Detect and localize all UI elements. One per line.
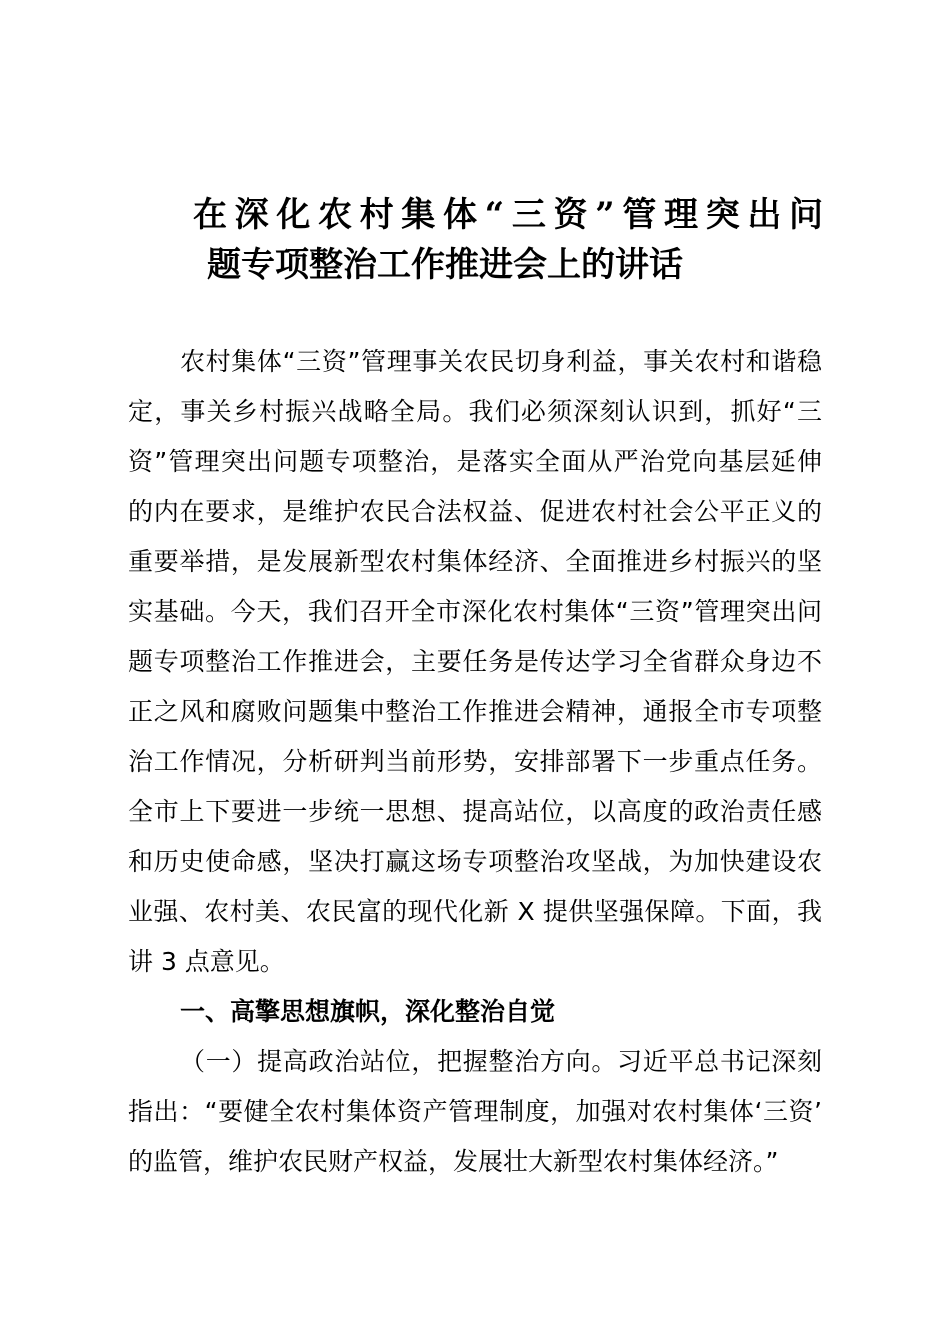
text-line: 实基础。今天，我们召开全市深化农村集体“三资”管理突出问 xyxy=(128,597,822,626)
text-line: 业强、农村美、农民富的现代化新 X 提供坚强保障。下面，我 xyxy=(128,897,822,926)
document-title-line-1: 在深化农村集体“三资”管理突出问 xyxy=(193,195,823,235)
intro-paragraph xyxy=(128,337,822,987)
text-line: 治工作情况，分析研判当前形势，安排部署下一步重点任务。 xyxy=(128,747,822,776)
text-line: 资”管理突出问题专项整治，是落实全面从严治党向基层延伸 xyxy=(128,447,822,476)
text-line: 重要举措，是发展新型农村集体经济、全面推进乡村振兴的坚 xyxy=(128,547,822,576)
text-line: 指出：“要健全农村集体资产管理制度，加强对农村集体‘三资’ xyxy=(128,1097,822,1126)
text-line: 的监管，维护农民财产权益，发展壮大新型农村集体经济。” xyxy=(128,1147,779,1176)
text-line: 讲 3 点意见。 xyxy=(128,947,285,976)
text-line: 和历史使命感，坚决打赢这场专项整治攻坚战，为加快建设农 xyxy=(128,847,822,876)
document-title-line-2: 题专项整治工作推进会上的讲话 xyxy=(207,245,683,285)
text-line: 全市上下要进一步统一思想、提高站位，以高度的政治责任感 xyxy=(128,797,822,826)
section-heading: 一、高擎思想旗帜，深化整治自觉 xyxy=(180,997,556,1026)
section-1 xyxy=(128,987,822,1187)
text-line: 正之风和腐败问题集中整治工作推进会精神，通报全市专项整 xyxy=(128,697,822,726)
text-line: 的内在要求，是维护农民合法权益、促进农村社会公平正义的 xyxy=(128,497,822,526)
text-line: （一）提高政治站位，把握整治方向。习近平总书记深刻 xyxy=(180,1047,822,1076)
text-line: 定，事关乡村振兴战略全局。我们必须深刻认识到，抓好“三 xyxy=(128,397,822,426)
text-line: 题专项整治工作推进会，主要任务是传达学习全省群众身边不 xyxy=(128,647,822,676)
text-line: 农村集体“三资”管理事关农民切身利益，事关农村和谐稳 xyxy=(180,347,822,376)
